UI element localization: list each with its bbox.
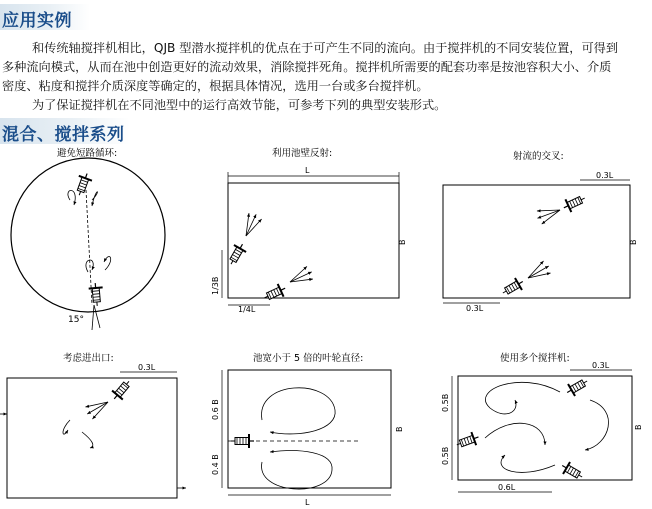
caption-wall-reflection: 利用池壁反射: [272,148,333,159]
svg-text:0.3L: 0.3L [592,361,610,370]
diagram-wall-reflection [211,166,407,314]
intro-paragraph-line-1: 和传统轴搅拌机相比，QJB 型潜水搅拌机的优点在于可产生不同的流向。由于搅拌机的不同安装位置，可得到 [32,41,619,55]
section-title-applications: 应用实例 [2,11,72,31]
angle-label: 15° [68,315,84,325]
svg-text:L: L [305,498,310,507]
caption-jet-crossing: 射流的交叉: [513,151,564,162]
svg-text:B: B [629,239,638,245]
svg-text:B: B [395,426,404,432]
caption-inlet-outlet: 考虑进出口: [63,353,114,364]
svg-text:0.3L: 0.3L [596,171,614,180]
diagram-inlet-outlet [0,363,186,498]
diagram-jet-crossing [443,171,638,313]
diagram-multiple-mixers [441,361,643,492]
svg-text:0.6 B: 0.6 B [211,399,220,420]
diagram-narrow-tank [211,370,404,507]
svg-text:0.6L: 0.6L [498,483,516,492]
svg-text:B: B [398,239,407,245]
svg-text:0.5B: 0.5B [441,446,450,465]
intro-paragraph-line-4: 为了保证搅拌机在不同池型中的运行高效节能，可参考下列的典型安装形式。 [32,98,447,112]
caption-multiple-mixers: 使用多个搅拌机: [500,353,570,364]
caption-avoid-short-circuit: 避免短路循环: [57,148,118,159]
svg-text:1/3B: 1/3B [211,276,220,295]
svg-text:B: B [634,424,643,430]
section-title-mixing: 混合、搅拌系列 [2,125,125,145]
svg-text:0.4 B: 0.4 B [211,454,220,475]
svg-text:0.3L: 0.3L [138,363,156,372]
svg-text:0.3L: 0.3L [466,304,484,313]
caption-narrow-tank: 池宽小于 5 倍的叶轮直径: [253,353,364,364]
diagram-avoid-short-circuit [11,158,165,330]
intro-paragraph-line-2: 多种流向模式，从而在池中创造更好的流动效果，消除搅拌死角。搅拌机所需要的配套功率是按池容积大小、介质 [2,60,612,74]
svg-text:0.5B: 0.5B [441,393,450,412]
intro-paragraph-line-3: 密度、粘度和搅拌介质深度等确定的，根据具体情况，选用一台或多台搅拌机。 [2,79,429,93]
svg-text:1/4L: 1/4L [238,305,256,314]
svg-text:L: L [305,166,310,175]
